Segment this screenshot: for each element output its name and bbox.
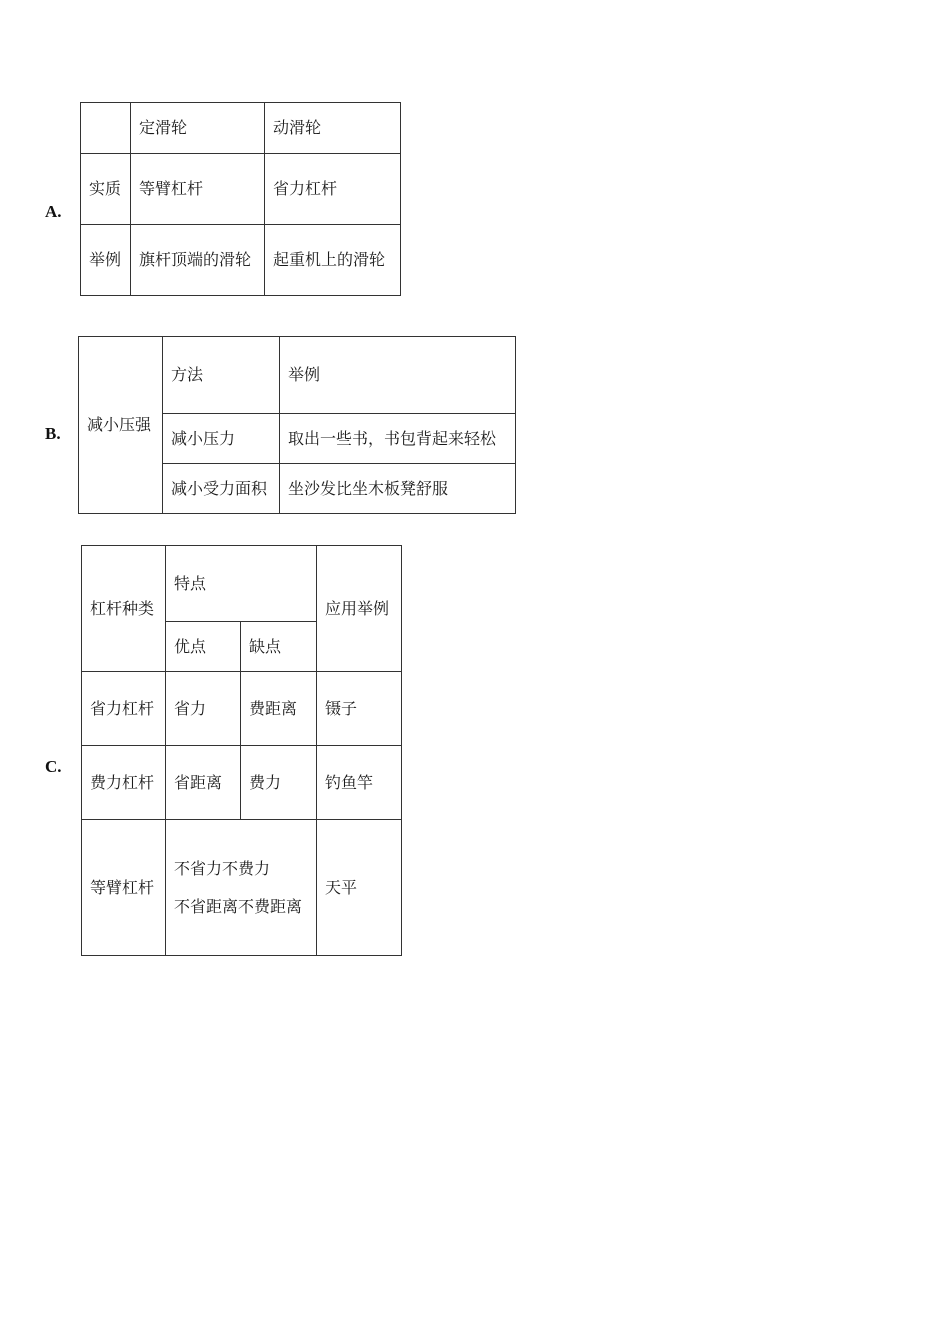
- table-cell: 坐沙发比坐木板凳舒服: [280, 464, 516, 514]
- table-cell: 起重机上的滑轮: [265, 225, 401, 296]
- feature-line-1: 不省力不费力: [174, 858, 271, 878]
- table-cell: 减小压强: [79, 337, 163, 514]
- table-cell: 减小压力: [163, 414, 280, 464]
- option-b-table: [78, 336, 516, 514]
- table-cell: 旗杆顶端的滑轮: [131, 225, 265, 296]
- table-cell: 举例: [81, 225, 131, 296]
- option-c-label: C.: [45, 757, 62, 776]
- table-cell: 应用举例: [317, 546, 402, 672]
- option-c-table: [81, 545, 402, 956]
- table-cell: 特点: [166, 546, 317, 622]
- table-cell: 费力: [241, 746, 317, 820]
- option-a-label: A.: [45, 202, 62, 221]
- feature-line-2: 不省距离不费距离: [174, 896, 303, 916]
- table-cell: 定滑轮: [131, 103, 265, 154]
- table-cell: 杠杆种类: [82, 546, 166, 672]
- option-a-table: [80, 102, 401, 296]
- table-cell: 省力杠杆: [82, 672, 166, 746]
- table-cell: 省距离: [166, 746, 241, 820]
- table-row: [81, 225, 401, 296]
- table-cell: 取出一些书，书包背起来轻松: [280, 414, 516, 464]
- table-row: [82, 746, 402, 820]
- table-cell: 方法: [163, 337, 280, 414]
- table-cell: 实质: [81, 154, 131, 225]
- table-cell: 举例: [280, 337, 516, 414]
- table-cell: 费距离: [241, 672, 317, 746]
- table-row: [81, 154, 401, 225]
- table-cell: 镊子: [317, 672, 402, 746]
- table-cell: 减小受力面积: [163, 464, 280, 514]
- table-cell: 优点: [166, 622, 241, 672]
- table-row: [81, 103, 401, 154]
- table-cell: 省力: [166, 672, 241, 746]
- table-row: [82, 546, 402, 622]
- table-row: [79, 337, 516, 414]
- option-b-label: B.: [45, 424, 61, 443]
- table-cell: 等臂杠杆: [82, 820, 166, 956]
- table-row: [82, 820, 402, 956]
- table-cell: 钓鱼竿: [317, 746, 402, 820]
- table-cell: [81, 103, 131, 154]
- table-cell: 等臂杠杆: [131, 154, 265, 225]
- table-cell: 缺点: [241, 622, 317, 672]
- table-row: [82, 672, 402, 746]
- table-cell: [166, 820, 317, 956]
- table-cell: 省力杠杆: [265, 154, 401, 225]
- table-cell: 动滑轮: [265, 103, 401, 154]
- table-cell: 天平: [317, 820, 402, 956]
- table-cell: 费力杠杆: [82, 746, 166, 820]
